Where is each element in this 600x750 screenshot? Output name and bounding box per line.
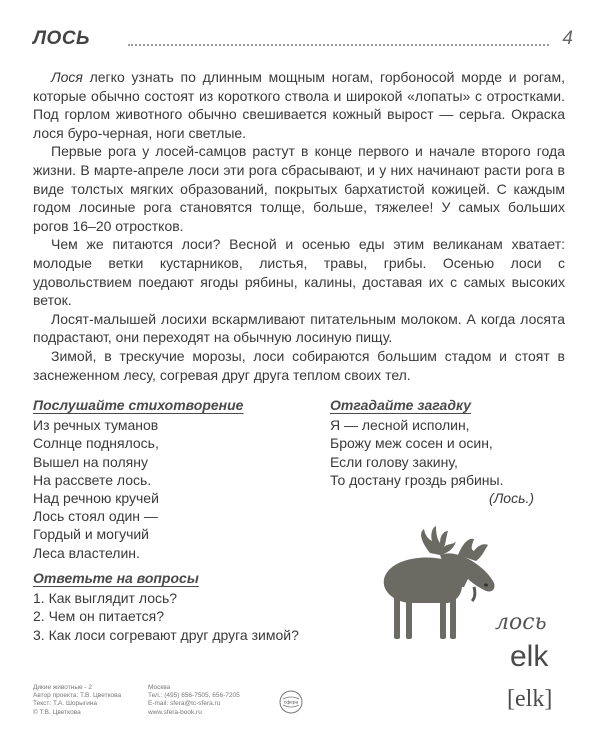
poem-line: Вышел на поляну: [33, 453, 148, 470]
logo-text: сфера: [283, 700, 299, 706]
footer-line: Автор проекта: Т.В. Цветкова: [33, 692, 122, 700]
riddle-line: Брожу меж сосен и осин,: [330, 435, 493, 452]
questions-section: [33, 569, 363, 644]
riddle-section: [330, 396, 570, 507]
paragraph-appearance: [33, 68, 565, 142]
poem-line: Над речною кручей: [33, 490, 159, 507]
publisher-logo: [279, 690, 303, 714]
poem-line: Леса властелин.: [33, 544, 140, 561]
emphasized-word: Лося: [51, 69, 83, 85]
riddle-line: То достану гроздь рябины.: [330, 471, 504, 488]
footer-line: Дикие животные - 2: [33, 684, 93, 691]
question-item: 1. Как выглядит лось?: [33, 590, 178, 607]
paragraph-food: Чем же питаются лоси? Весной и осенью еды этим великанам хватает: молодые ветки кустарников, листья, травы, грибы. Осенью лоси с удовольствием поедают ягоды рябины, калины, доставая их с самых высоких веток.: [33, 236, 565, 309]
poem-line: Гордый и могучий: [33, 526, 149, 543]
poem-line: Из речных туманов: [33, 417, 159, 434]
paragraph-calves: Лосят-малышей лосихи вскармливают питательным молоком. А когда лосята подрастают, они переходят на обычную лосиную пищу.: [33, 310, 565, 346]
riddle-line: Я — лесной исполин,: [330, 417, 470, 434]
riddle-title: Отгадайте загадку: [330, 397, 472, 413]
paragraph-text: легко узнать по длинным мощным ногам, горбоносой морде и рогам, которые обычно состоят из короткого ствола и широкой «лопаты» с отростками. Под горлом животного обычно свешивается кожный вырост — серьга. Окраска лося буро-черная, ноги светлые.: [33, 69, 565, 141]
footer-credits: [33, 684, 143, 717]
riddle-line: Если голову закину,: [330, 453, 458, 470]
caption-russian: лось: [495, 610, 547, 635]
article-body: [33, 68, 565, 384]
dotted-leader: [128, 44, 549, 46]
page-title: ЛОСЬ: [33, 28, 91, 49]
poem-line: Солнце поднялось,: [33, 435, 159, 452]
question-item: 2. Чем он питается?: [33, 608, 164, 625]
footer-line: www.sfera-book.ru: [148, 708, 202, 716]
paragraph-antlers: Первые рога у лосей-самцов растут в конце первого и начале второго года жизни. В марте-апреле лоси эти рога сбрасывают, и у них начинают расти рога в виде толстых мягких образований, покрытых бархатистой кожицей. С каждым годом лосиные рога становятся толще, больше, тяжелее! У самых больших рогов 16–20 отростков.: [33, 143, 565, 234]
page-header: [33, 28, 573, 54]
footer-line: Тел.: (495) 656-7505, 656-7205: [148, 692, 240, 700]
paragraph-winter: Зимой, в трескучие морозы, лоси собираются большим стадом и стоят в заснеженном лесу, согревая друг друга теплом своих тел.: [33, 347, 565, 383]
page-number: 4: [562, 28, 573, 49]
footer-line: © Т.В. Цветкова: [33, 708, 81, 716]
footer-line: E-mail: sfera@tc-sfera.ru: [148, 700, 221, 708]
caption-transcription: [elk]: [507, 686, 553, 712]
riddle-answer: (Лось.): [489, 490, 534, 507]
poem-line: На рассвете лось.: [33, 471, 152, 488]
footer-line: Москва: [148, 684, 171, 691]
caption-english: elk: [510, 640, 549, 673]
footer-line: Текст: Т.А. Шорыгина: [33, 700, 98, 708]
poem-title: Послушайте стихотворение: [33, 397, 244, 413]
questions-title: Ответьте на вопросы: [33, 570, 199, 586]
moose-illustration: [378, 525, 502, 643]
poem-line: Лось стоял один —: [33, 508, 158, 525]
footer-contacts: [148, 684, 278, 717]
question-item: 3. Как лоси согревают друг друга зимой?: [33, 626, 299, 643]
poem-section: [33, 396, 323, 562]
